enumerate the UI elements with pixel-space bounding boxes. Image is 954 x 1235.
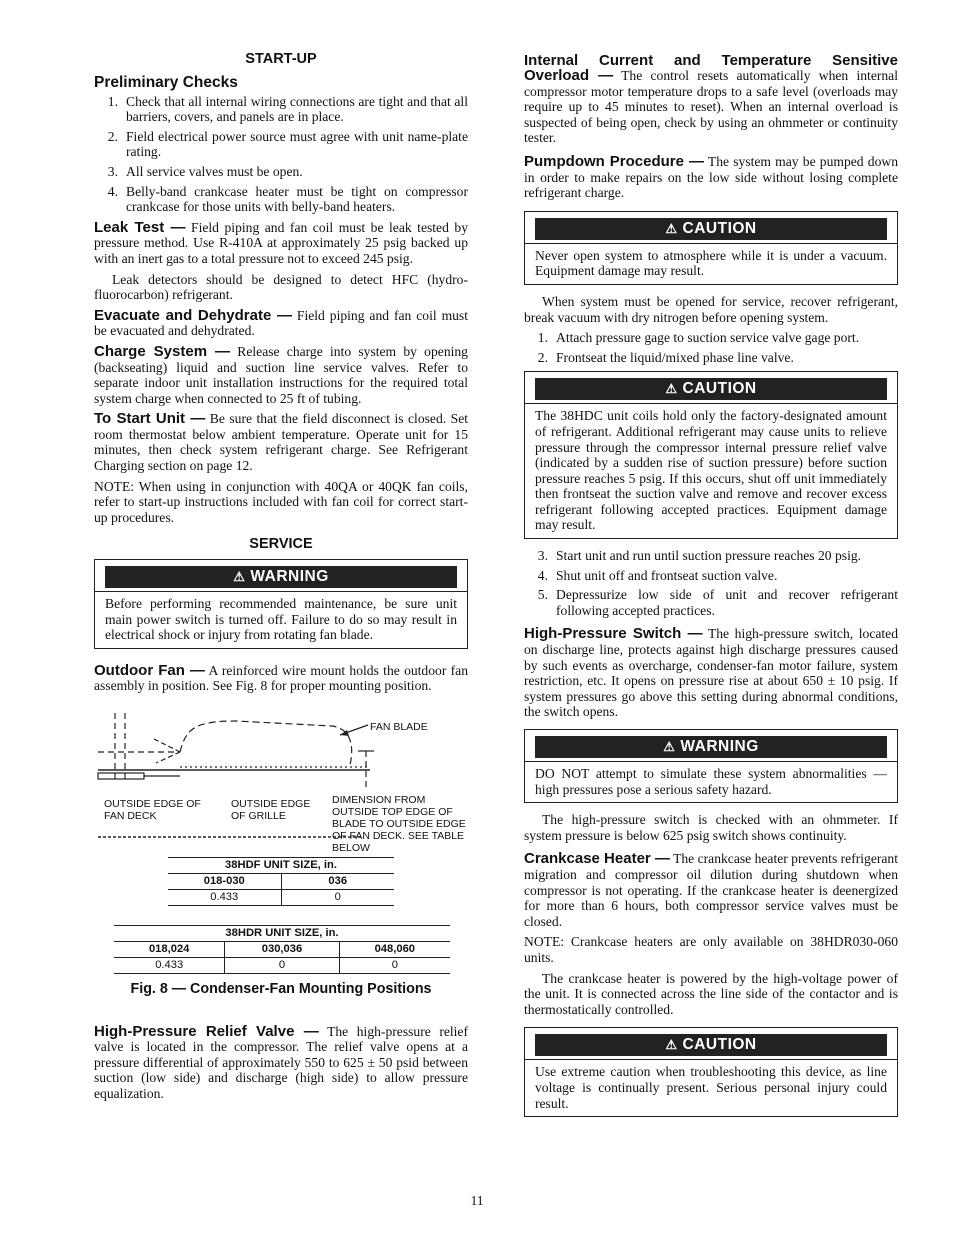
pumpdown-para: Pumpdown Procedure — The system may be pumped down in order to make repairs on the low side without losing complete refrigerant charge. <box>524 152 898 201</box>
pumpdown-intro: When system must be opened for service, recover refrigerant, break vacuum with dry nitrogen before opening system. <box>524 293 898 325</box>
relief-valve-para: High-Pressure Relief Valve — The high-pressure relief valve is located in the compressor. The relief valve opens at a pressure differential of approximately 550 to 625 ± 50 psid between suction (low side) and discharge (high side) to allow pressure equalization. <box>94 1022 468 1101</box>
caution-header: ⚠ CAUTION <box>535 378 887 400</box>
table-cell: 0.433 <box>168 890 281 906</box>
caution-text: The 38HDC unit coils hold only the factory-designated amount of refrigerant. Additional refrigerant may cause units to relieve pressure through the compressor internal pressure relief valve (indicated by a sudden rise of suction pressure) before suction pressure reaches 5 psig. If this occurs, shut off unit immediately then frontseat the suction valve and remove and recover excess refrigerant following accepted practices. Equipment damage may result. <box>525 403 897 538</box>
startup-title: START-UP <box>245 51 317 67</box>
prelim-list <box>94 94 468 215</box>
warning-triangle-icon: ⚠ <box>233 569 246 585</box>
leak-test-para: Leak Test — Field piping and fan coil must be leak tested by pressure method. Use R-410A at approximately 25 psig backed up with an inert gas to a total pressure not to exceed 245 psig. <box>94 218 469 266</box>
list-item: 2. Field electrical power source must agree with unit name-plate rating. <box>107 128 468 160</box>
table-title: 38HDF UNIT SIZE, in. <box>225 859 337 871</box>
list-item: 1. Attach pressure gage to suction service valve gage port. <box>537 330 860 346</box>
outdoor-fan-heading: Outdoor Fan — <box>94 661 205 679</box>
right-column <box>524 52 898 1126</box>
pumpdown-heading: Pumpdown Procedure — <box>524 152 704 170</box>
table-cell: 0 <box>391 959 398 971</box>
caution-triangle-icon: ⚠ <box>665 220 678 236</box>
warning-box <box>524 729 898 803</box>
list-item: 5. Depressurize low side of unit and recover refrigerant following accepted practices. <box>537 587 898 618</box>
blade-taper <box>154 739 180 763</box>
start-unit-heading: To Start Unit — <box>94 410 206 428</box>
evacuate-heading: Evacuate and Dehydrate — <box>94 306 292 324</box>
pumpdown-steps-a <box>524 330 898 365</box>
list-item: 4. Belly-band crankcase heater must be tight on compressor crankcase for those units with belly-band heaters. <box>107 183 468 215</box>
startup-note: NOTE: When using in conjunction with 40QA or 40QK fan coils, refer to start-up instructions included with fan coil for correct start-up procedures. <box>94 478 468 525</box>
hps-para: High-Pressure Switch — The high-pressure switch, located on discharge line, protects against high discharge pressures caused by such events as overcharge, condenser-fan motor failure, system restriction, etc. It opens on pressure rise at about 650 ± 10 psig. If system pressures go above this setting during abnormal conditions, the switch opens. <box>524 625 898 720</box>
table-cell: 0 <box>334 891 341 903</box>
warning-header: ⚠ WARNING <box>105 566 457 588</box>
page-number: 11 <box>470 1193 484 1208</box>
warning-header: ⚠ WARNING <box>535 736 887 758</box>
caution-text: Use extreme caution when troubleshooting this device, as line voltage is continually present. Serious personal injury could result. <box>525 1059 897 1116</box>
table-header: 018,024 <box>114 942 225 958</box>
caution-box <box>524 1027 898 1117</box>
crankcase-heading: Crankcase Heater — <box>524 850 670 868</box>
warning-text: DO NOT attempt to simulate these system abnormalities — high pressures pose a serious safety hazard. <box>525 761 897 802</box>
hps-heading: High-Pressure Switch — <box>524 625 703 643</box>
overload-heading-2: Overload — <box>524 67 614 84</box>
evacuate-para: Evacuate and Dehydrate — Field piping and fan coil must be evacuated and dehydrated. <box>94 306 469 339</box>
overload-para: Overload — The control resets automatically when internal compressor motor temperature drops to a safe level (overloads may require up to 45 minutes to reset). When an internal overload is suspected of being open, check by using an ohmmeter or continuity tester. <box>524 67 898 146</box>
caution-text: Never open system to atmosphere while it is under a vacuum. Equipment damage may result. <box>525 243 897 284</box>
charge-heading: Charge System — <box>94 342 231 360</box>
leak-test-heading: Leak Test — <box>94 218 186 236</box>
start-unit-para: To Start Unit — Be sure that the field disconnect is closed. Set room thermostat below ambient temperature. Operate unit for 15 minutes, then check system refrigerant charge. See Refrigerant Charging section on page 12. <box>94 410 469 474</box>
list-item: 3. All service valves must be open. <box>107 163 303 179</box>
hdr-size-table <box>114 925 450 974</box>
caution-header: ⚠ CAUTION <box>535 218 887 240</box>
list-item: 3. Start unit and run until suction pressure reaches 20 psig. <box>537 548 862 564</box>
figure-caption: Fig. 8 — Condenser-Fan Mounting Positions <box>130 981 432 997</box>
left-column <box>94 52 468 1107</box>
outdoor-fan-para: Outdoor Fan — A reinforced wire mount holds the outdoor fan assembly in position. See Fig. 8 for proper mounting position. <box>94 661 468 694</box>
list-item: 2. Frontseat the liquid/mixed phase line valve. <box>537 349 794 365</box>
table-header: 048,060 <box>374 943 416 955</box>
dimension-label: DIMENSION FROM OUTSIDE TOP EDGE OF BLADE TO OUTSIDE EDGE OF FAN DECK. SEE TABLE BELOW <box>332 794 466 854</box>
fan-blade-label: FAN BLADE <box>370 721 428 733</box>
table-header: 036 <box>328 875 348 887</box>
pumpdown-steps-b <box>524 548 898 618</box>
charge-para: Charge System — Release charge into system by opening (backseating) liquid and suction line service valves. Refer to separate indoor unit installation instructions for the required total system charge when connected to 25 ft of tubing. <box>94 342 468 406</box>
crankcase-note: NOTE: Crankcase heaters are only available on 38HDR030-060 units. <box>524 934 898 965</box>
table-title: 38HDR UNIT SIZE, in. <box>225 927 339 939</box>
caution-triangle-icon: ⚠ <box>665 1037 678 1053</box>
caution-triangle-icon: ⚠ <box>665 381 678 397</box>
table-cell: 0.433 <box>114 958 225 974</box>
fan-blade-outline <box>180 721 352 767</box>
table-cell: 0 <box>225 958 339 974</box>
fan-deck-label: OUTSIDE EDGE OF FAN DECK <box>104 798 201 822</box>
hdf-size-table <box>168 857 394 906</box>
crankcase-power-para: The crankcase heater is powered by the high-voltage power of the unit. It is connected across the line side of the contactor and is thermostatically controlled. <box>524 970 898 1017</box>
warning-text: Before performing recommended maintenance, be sure unit main power switch is turned off. Failure to do so may result in electrical shock or injury from rotating fan blade. <box>95 591 467 648</box>
hps-check-para: The high-pressure switch is checked with an ohmmeter. If system pressure is below 625 psig switch shows continuity. <box>524 812 898 843</box>
caution-box <box>524 371 898 539</box>
service-title: SERVICE <box>249 536 313 553</box>
fan-deck-edge <box>98 773 144 779</box>
warning-box <box>94 559 468 649</box>
crankcase-para: Crankcase Heater — The crankcase heater prevents refrigerant migration and compressor oil dilution during shutdown when compressor is not operating. If the crankcase heater is deenergized for more than 6 hours, both compressor service valves must be closed. <box>524 850 898 929</box>
list-item: 1. Check that all internal wiring connections are tight and that all barriers, covers, and panels are in place. <box>107 93 468 125</box>
prelim-heading: Preliminary Checks <box>94 73 238 91</box>
caution-box <box>524 211 898 285</box>
caution-header: ⚠ CAUTION <box>535 1034 887 1056</box>
table-header: 018-030 <box>168 874 281 890</box>
fan-mounting-diagram <box>94 699 468 854</box>
table-header: 030,036 <box>225 942 339 958</box>
overload-heading: Internal Current and Temperature Sensitive <box>524 52 898 69</box>
relief-valve-heading: High-Pressure Relief Valve — <box>94 1022 319 1040</box>
list-item: 4. Shut unit off and frontseat suction valve. <box>537 567 778 583</box>
warning-triangle-icon: ⚠ <box>663 739 676 754</box>
leak-detector-para: Leak detectors should be designed to detect HFC (hydro-fluorocarbon) refrigerant. <box>94 271 468 303</box>
grille-label: OUTSIDE EDGE OF GRILLE <box>231 798 311 822</box>
